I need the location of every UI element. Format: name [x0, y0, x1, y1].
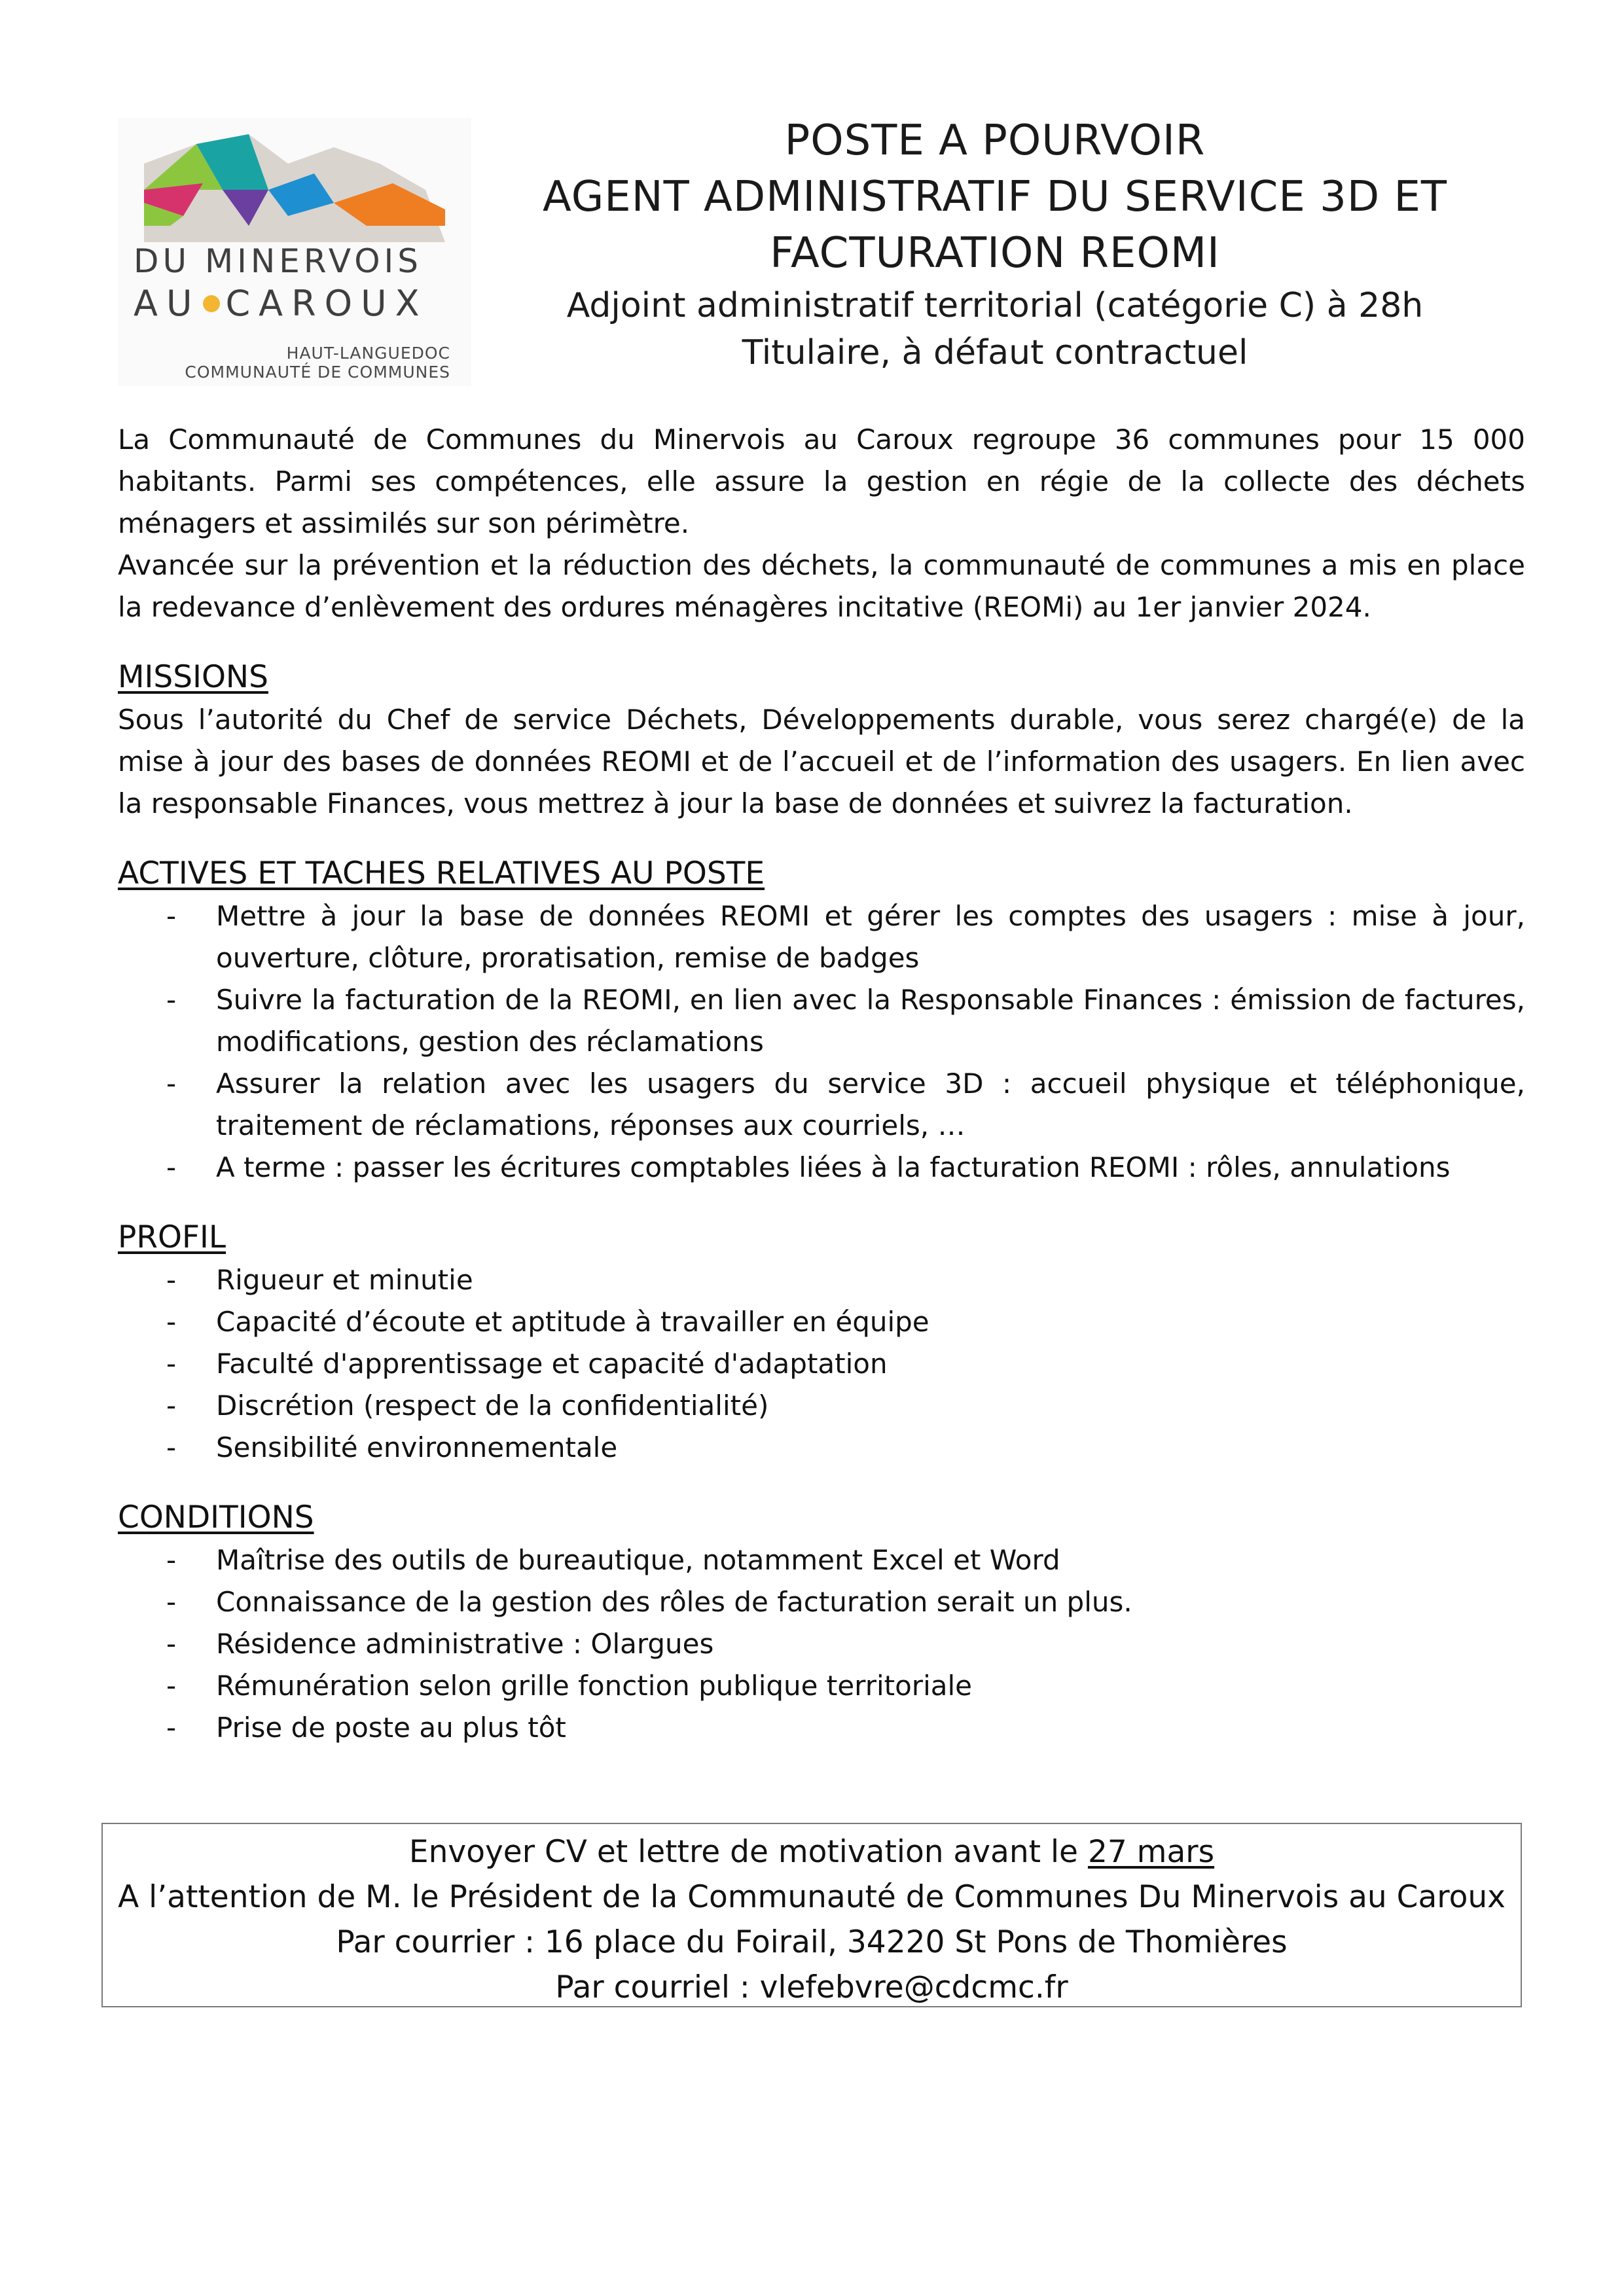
logo-subline-2: COMMUNAUTÉ DE COMMUNES [185, 363, 450, 382]
list-item: - Sensibilité environnementale [118, 1427, 1525, 1469]
conditions-heading: CONDITIONS [118, 1499, 314, 1535]
list-item: - Capacité d’écoute et aptitude à travailler en équipe [118, 1301, 1525, 1343]
list-item: - Maîtrise des outils de bureautique, notamment Excel et Word [118, 1539, 1525, 1581]
attention-line: A l’attention de M. le Président de la Communauté de Communes Du Minervois au Caroux [118, 1879, 1506, 1915]
postal-address-line: Par courrier : 16 place du Foirail, 34220 St Pons de Thomières [336, 1924, 1288, 1960]
activities-heading: ACTIVES ET TACHES RELATIVES AU POSTE [118, 855, 765, 891]
missions-heading: MISSIONS [118, 659, 268, 695]
list-item: - Rigueur et minutie [118, 1259, 1525, 1301]
intro-paragraph-2: Avancée sur la prévention et la réduction des déchets, la communauté de communes a mis en place la redevance d’enlèvement des ordures ménagères incitative (REOMi) au 1er janvier 2024. [118, 549, 1525, 623]
list-item: - Discrétion (respect de la confidentialité) [118, 1385, 1525, 1427]
intro-section [118, 419, 1525, 628]
subtitle-line-2: Titulaire, à défaut contractuel [742, 333, 1248, 372]
list-item: - Assurer la relation avec les usagers du service 3D : accueil physique et téléphonique, traitement de réclamations, réponses aux courriels, … [118, 1063, 1525, 1147]
list-item: - Rémunération selon grille fonction publique territoriale [118, 1665, 1525, 1707]
activities-list [118, 895, 1525, 1189]
conditions-section [118, 1496, 1525, 1749]
subtitle-line-1: Adjoint administratif territorial (catégorie C) à 28h [566, 286, 1424, 325]
list-item: - Résidence administrative : Olargues [118, 1623, 1525, 1665]
logo-line-2-right: CAROUX [225, 283, 428, 324]
document-body [118, 419, 1525, 1749]
list-item: - Faculté d'apprentissage et capacité d'adaptation [118, 1343, 1525, 1385]
title-line-3: FACTURATION REOMI [770, 229, 1220, 278]
logo-line-2 [134, 283, 461, 324]
profile-list [118, 1259, 1525, 1469]
deadline-date: 27 mars [1087, 1834, 1215, 1870]
application-contact-box [101, 1823, 1522, 2007]
deadline-prefix: Envoyer CV et lettre de motivation avant le [408, 1834, 1078, 1870]
profile-heading: PROFIL [118, 1219, 226, 1255]
mountain-logo-icon [118, 118, 471, 242]
sun-dot-icon [203, 295, 220, 312]
list-item: - Suivre la facturation de la REOMI, en lien avec la Responsable Finances : émission de factures, modifications, gestion des réclamations [118, 979, 1525, 1063]
activities-section [118, 852, 1525, 1189]
missions-section [118, 656, 1525, 825]
list-item: - A terme : passer les écritures comptables liées à la facturation REOMI : rôles, annulations [118, 1147, 1525, 1189]
page-header [511, 113, 1479, 376]
list-item: - Connaissance de la gestion des rôles de facturation serait un plus. [118, 1581, 1525, 1623]
profile-section [118, 1216, 1525, 1469]
conditions-list [118, 1539, 1525, 1749]
community-logo [118, 118, 471, 386]
intro-paragraph-1: La Communauté de Communes du Minervois au Caroux regroupe 36 communes pour 15 000 habitants. Parmi ses compétences, elle assure la gestion en régie de la collecte des déchets ménagers et assimilés sur son périmètre. [118, 423, 1525, 539]
title-line-2: AGENT ADMINISTRATIF DU SERVICE 3D ET [543, 173, 1447, 221]
deadline-line [103, 1829, 1521, 1874]
email-line[interactable]: Par courriel : vlefebvre@cdcmc.fr [555, 1969, 1068, 2005]
title-line-1: POSTE A POURVOIR [784, 117, 1206, 165]
list-item: - Mettre à jour la base de données REOMI et gérer les comptes des usagers : mise à jour, ouverture, clôture, proratisation, remise de badges [118, 895, 1525, 979]
missions-text: Sous l’autorité du Chef de service Déchets, Développements durable, vous serez chargé(e) de la mise à jour des bases de données REOMI et de l’accueil et de l’information des usagers. En lien avec la responsable Finances, vous mettrez à jour la base de données et suivrez la facturation. [118, 704, 1525, 819]
logo-line-1: DU MINERVOIS [134, 242, 423, 280]
list-item: - Prise de poste au plus tôt [118, 1707, 1525, 1749]
logo-subline-1: HAUT-LANGUEDOC [286, 344, 450, 363]
logo-line-2-left: AU [134, 283, 201, 324]
